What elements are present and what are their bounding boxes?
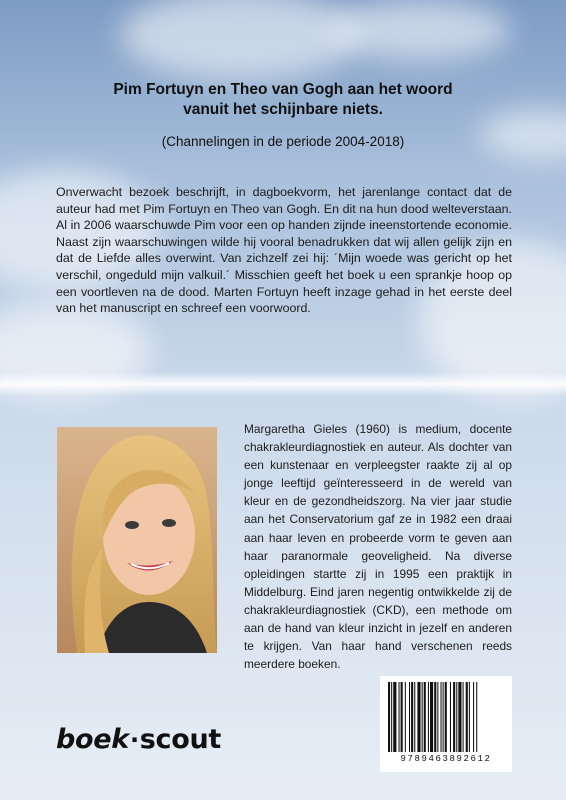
barcode-bar	[391, 682, 392, 752]
barcode-bar	[473, 682, 474, 752]
cloud	[330, 0, 510, 60]
barcode-bar	[401, 682, 403, 752]
barcode-bar	[443, 682, 444, 752]
barcode-bar	[445, 682, 447, 752]
barcode-bar	[409, 682, 410, 752]
logo-part-boek: boek	[56, 724, 129, 755]
barcode-bar	[388, 682, 390, 752]
barcode-bar	[437, 682, 438, 752]
barcode-bar	[453, 682, 455, 752]
barcode-bar	[417, 682, 420, 752]
barcode-bar	[466, 682, 468, 752]
book-subtitle: (Channelingen in de periode 2004-2018)	[161, 134, 405, 149]
barcode	[380, 676, 512, 772]
barcode-number: 9789463892612	[400, 754, 492, 764]
logo-part-scout: scout	[139, 724, 222, 755]
title-line-1: Pim Fortuyn en Theo van Gogh aan het woord	[113, 81, 453, 98]
cloud	[120, 0, 360, 80]
barcode-bar	[405, 682, 406, 752]
author-portrait-icon	[57, 427, 217, 653]
barcode-bar	[469, 682, 470, 752]
barcode-bar	[463, 682, 464, 752]
barcode-bar	[393, 682, 396, 752]
barcode-bar	[430, 682, 433, 752]
barcode-bar	[434, 682, 436, 752]
logo-dot: ·	[129, 726, 139, 754]
barcode-bar	[441, 682, 442, 752]
barcode-bar	[450, 682, 451, 752]
barcode-bar	[424, 682, 426, 752]
barcode-bar	[399, 682, 400, 752]
barcode-bar	[422, 682, 423, 752]
ean-13-barcode-icon	[380, 676, 512, 756]
title-line-2: vanuit het schijnbare niets.	[183, 101, 383, 118]
book-title	[40, 80, 526, 120]
blurb-text: Onverwacht bezoek beschrijft, in dagboekvorm, het jarenlange contact dat de auteur had met Pim Fortuyn en Theo van Gogh. En dit na hun dood welteverstaan. Al in 2006 waarschuwde Pim voor een op handen zijnde ineenstortende economie. Naast zijn waarschuwingen wilde hij vooral benadrukken dat wij allen gelijk zijn en dat de Liefde alles overwint. Van zichzelf zei hij: ´Mijn woede was gericht op het verschil, ongeduld mijn valkuil.´ Misschien geeft het boek u een sprankje hoop op een voortleven na de dood. Marten Fortuyn heeft inzage gehad in het eerste deel van het manuscript en schreef een voorwoord.	[56, 185, 512, 316]
bio-text: Margaretha Gieles (1960) is medium, docente chakrakleurdiagnostiek en auteur. Als dochter van een kunstenaar en verpleegster raakte zij al op jonge leeftijd geïnteresseerd in de wereld van kleur en de gezondheidszorg. Na vier jaar studie aan het Conservatorium gaf ze in 1982 een draai aan haar leven en probeerde vorm te geven aan haar paranormale geoveligheid. Na diverse opleidingen startte zij in 1995 een praktijk in Middelburg. Eind jaren negentig ontwikkelde zij de chakrakleurdiagnostiek (CKD), een methode om aan de hand van kleur inzicht in jezelf en anderen te krijgen. Van haar hand verschenen reeds meerdere boeken.	[244, 422, 512, 672]
author-bio	[244, 420, 512, 673]
barcode-bar	[476, 682, 477, 752]
horizon-haze	[0, 372, 566, 396]
publisher-logo	[56, 724, 221, 755]
back-cover-blurb	[56, 184, 512, 317]
author-photo	[57, 427, 217, 653]
barcode-bar	[458, 682, 461, 752]
barcode-bar	[428, 682, 429, 752]
barcode-bar	[456, 682, 457, 752]
barcode-bar	[411, 682, 413, 752]
barcode-bar	[414, 682, 415, 752]
